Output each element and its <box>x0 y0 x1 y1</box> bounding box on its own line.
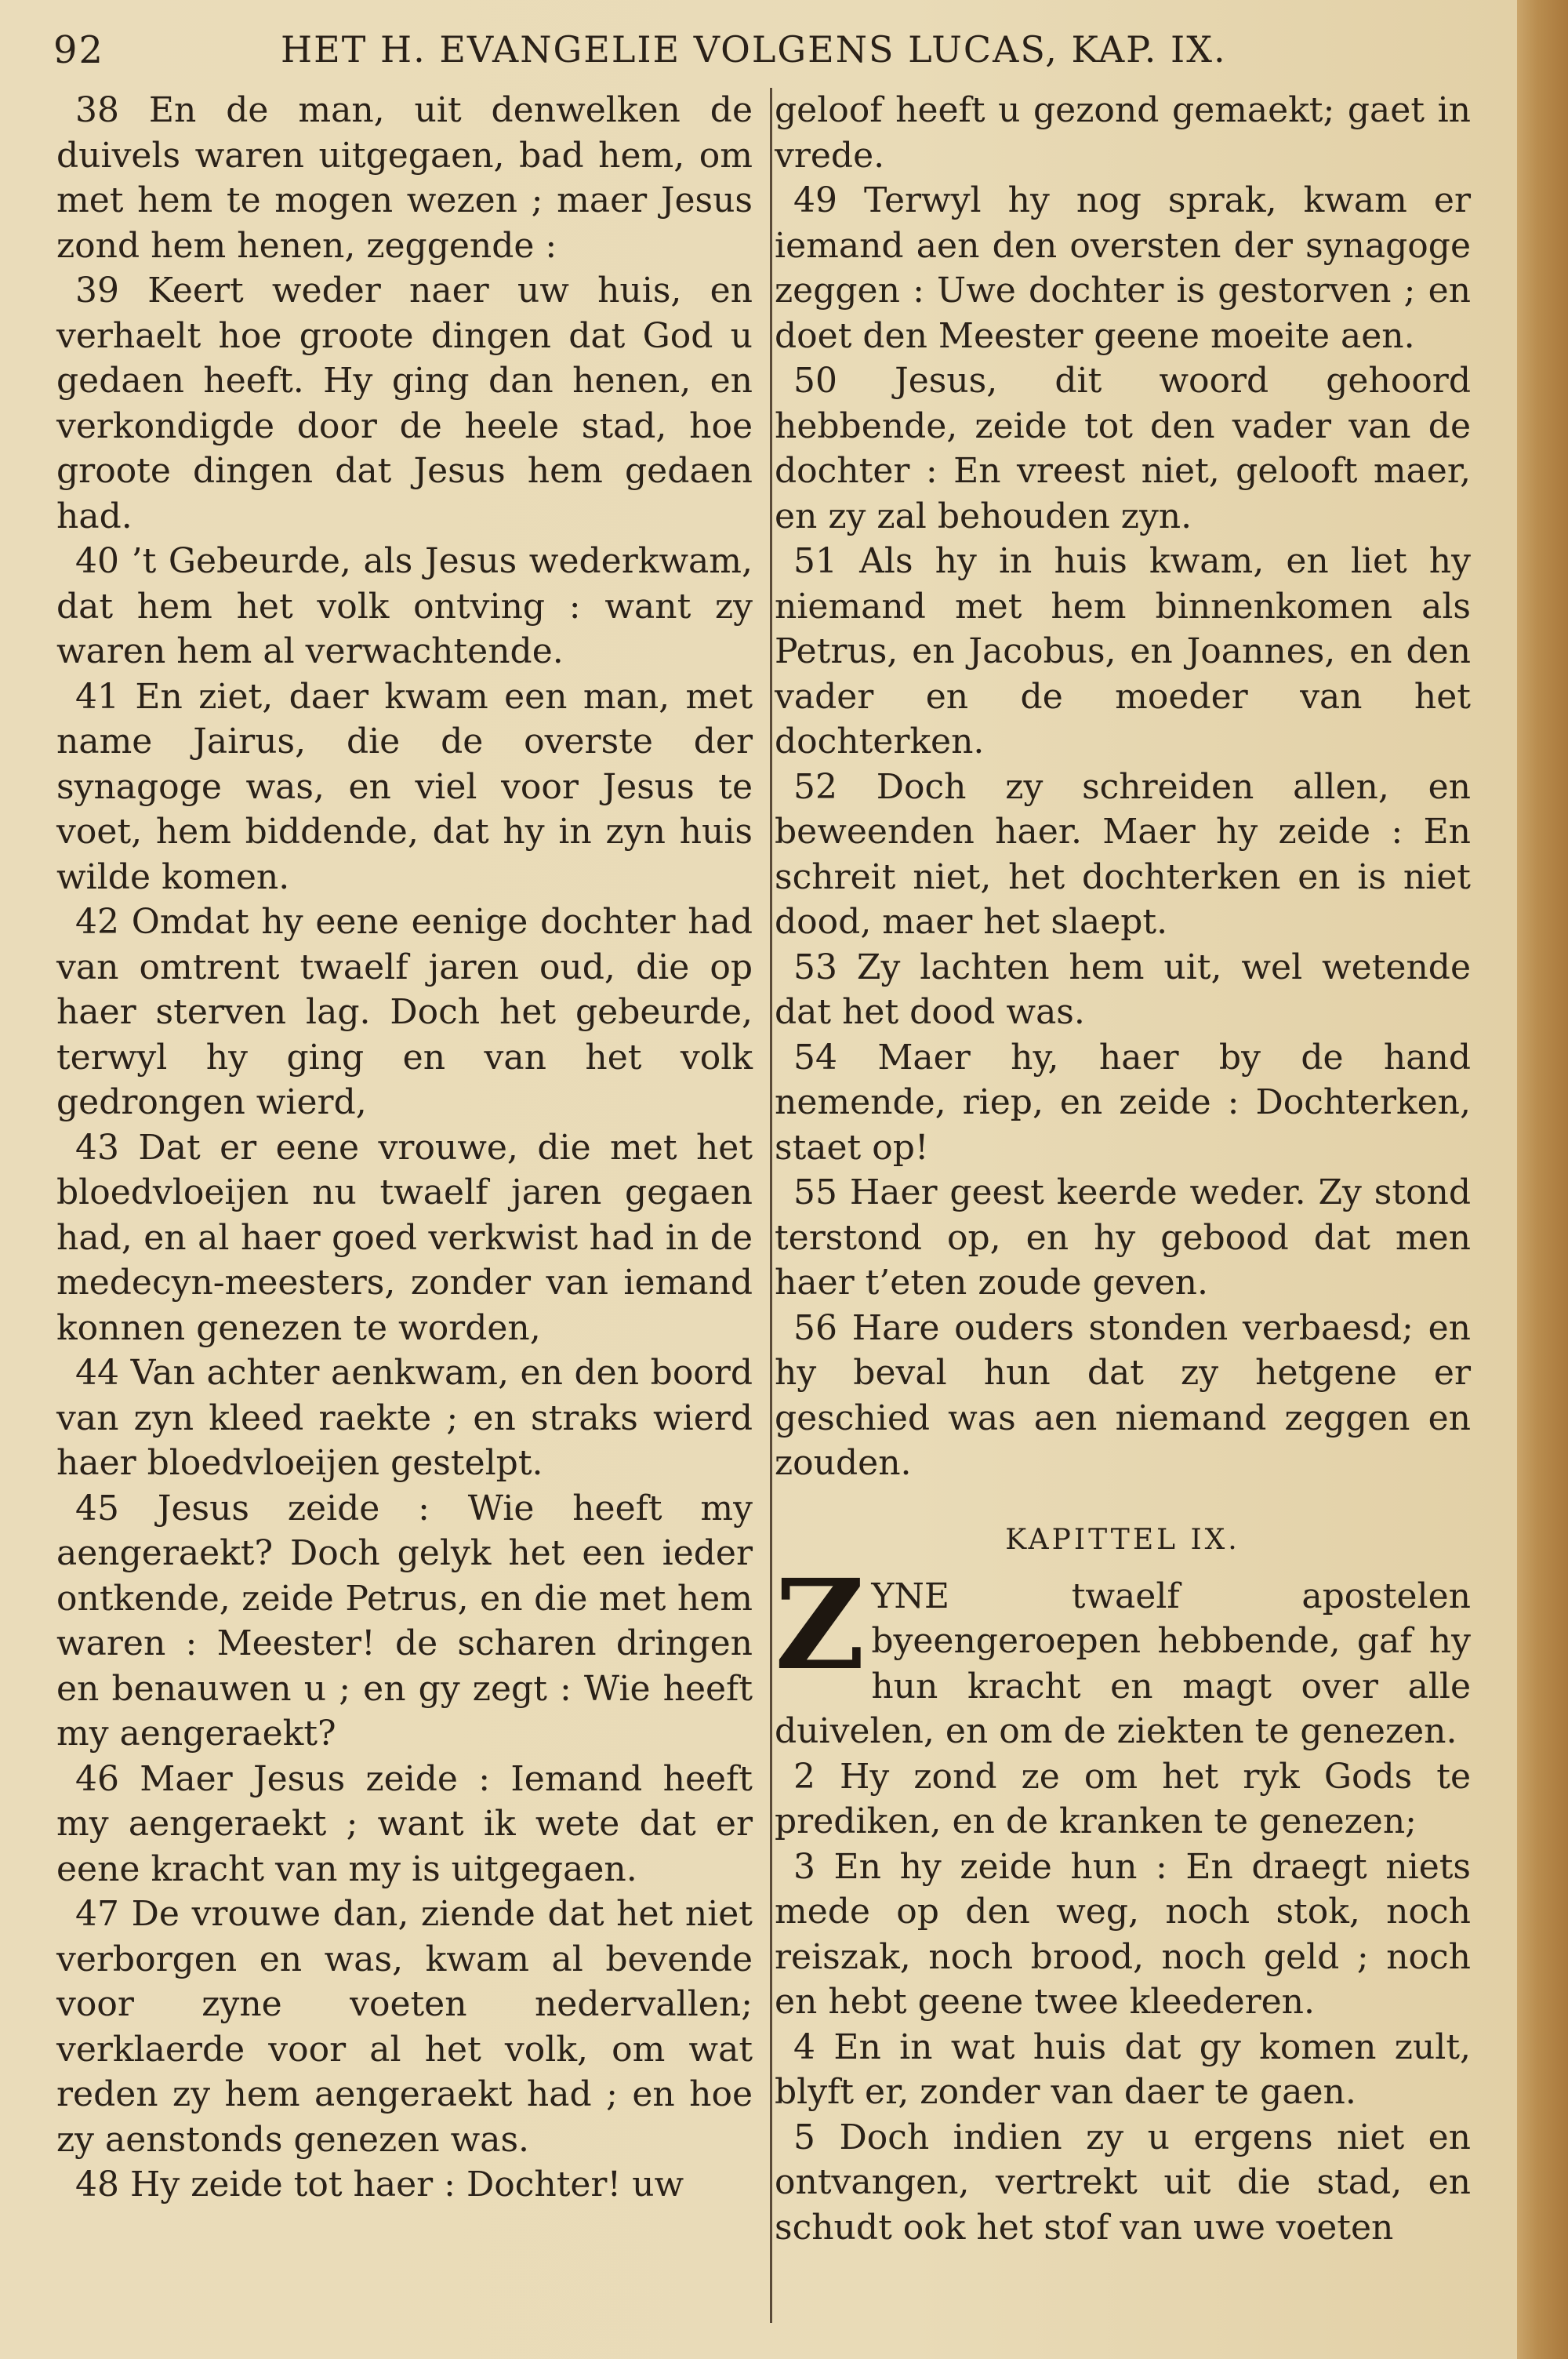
drop-cap: Z <box>775 1552 866 1698</box>
verse-continuation: geloof heeft u gezond gemaekt; gaet in vrede. <box>775 90 1471 176</box>
verse: 45 Jesus zeide : Wie heeft my aengeraekt? Doch gelyk het een ieder ontkende, zeide Petrus, en die met hem waren : Meester! de scharen dringen en benauwen u ; en gy zegt : Wie heeft my aengeraekt? <box>56 1488 753 1754</box>
verse: 4 En in wat huis dat gy komen zult, blyft er, zonder van daer te gaen. <box>775 2026 1471 2112</box>
verse: 3 En hy zeide hun : En draegt niets mede op den weg, noch stok, noch reiszak, noch brood, noch geld ; noch en hebt geene twee kleederen. <box>775 1846 1471 2022</box>
verse: 47 De vrouwe dan, ziende dat het niet verborgen en was, kwam al bevende voor zyne voeten nedervallen; verklaerde voor al het volk, om wat reden zy hem aengeraekt had ; en hoe zy aenstonds genezen was. <box>56 1894 753 2160</box>
verse: 41 En ziet, daer kwam een man, met name Jairus, die de overste der synagoge was, en viel voor Jesus te voet, hem biddende, dat hy in zyn huis wilde komen. <box>56 676 753 897</box>
verse: 49 Terwyl hy nog sprak, kwam er iemand aen den oversten der synagoge zeggen : Uwe dochter is gestorven ; en doet den Meester geene moeite aen. <box>775 180 1471 356</box>
verse: 43 Dat er eene vrouwe, die met het bloedvloeijen nu twaelf jaren gegaen had, en al haer goed verkwist had in de medecyn-meesters, zonder van iemand konnen genezen te worden, <box>56 1127 753 1348</box>
verse: 44 Van achter aenkwam, en den boord van zyn kleed raekte ; en straks wierd haer bloedvloeijen gestelpt. <box>56 1353 753 1483</box>
chapter-heading: KAPITTEL IX. <box>1005 1523 1240 1556</box>
verse: 2 Hy zond ze om het ryk Gods te prediken, en de kranken te genezen; <box>775 1756 1471 1841</box>
verse: 54 Maer hy, haer by de hand nemende, riep, en zeide : Dochterken, staet op! <box>775 1037 1471 1168</box>
column-divider <box>770 88 772 2323</box>
verse: 38 En de man, uit denwelken de duivels waren uitgegaen, bad hem, om met hem te mogen wezen ; maer Jesus zond hem henen, zeggende : <box>56 90 753 266</box>
verse: 48 Hy zeide tot haer : Dochter! uw <box>75 2165 684 2205</box>
verse: 50 Jesus, dit woord gehoord hebbende, zeide tot den vader van de dochter : En vreest niet, gelooft maer, en zy zal behouden zyn. <box>775 361 1471 536</box>
verse: 51 Als hy in huis kwam, en liet hy niemand met hem binnenkomen als Petrus, en Jacobus, en Joannes, en den vader en de moeder van het dochterken. <box>775 541 1471 761</box>
right-column <box>775 88 1471 2250</box>
left-column <box>56 88 753 2208</box>
page-number: 92 <box>53 28 105 72</box>
verse: 46 Maer Jesus zeide : Iemand heeft my aengeraekt ; want ik wete dat er eene kracht van my is uitgegaen. <box>56 1758 753 1889</box>
verse: 55 Haer geest keerde weder. Zy stond terstond op, en hy gebood dat men haer t’eten zoude geven. <box>775 1172 1471 1303</box>
page-header <box>53 24 1480 78</box>
verse: 39 Keert weder naer uw huis, en verhaelt hoe groote dingen dat God u gedaen heeft. Hy ging dan henen, en verkondigde door de heele stad, hoe groote dingen dat Jesus hem gedaen had. <box>56 271 753 536</box>
page-edge-next-leaf <box>1517 0 1568 2359</box>
verse: 40 ’t Gebeurde, als Jesus wederkwam, dat hem het volk ontving : want zy waren hem al verwachtende. <box>56 541 753 671</box>
verse: 5 Doch indien zy u ergens niet en ontvangen, vertrekt uit die stad, en schudt ook het stof van uwe voeten <box>775 2117 1471 2248</box>
verse: 42 Omdat hy eene eenige dochter had van omtrent twaelf jaren oud, die op haer sterven lag. Doch het gebeurde, terwyl hy ging en van het volk gedrongen wierd, <box>56 902 753 1122</box>
verse: 56 Hare ouders stonden verbaesd; en hy beval hun dat zy hetgene er geschied was aen niemand zeggen en zouden. <box>775 1307 1471 1483</box>
chapter-opening-text: YNE twaelf apostelen byeengeroepen hebbende, gaf hy hun kracht en magt over alle duivelen, en om de ziekten te genezen. <box>775 1576 1471 1751</box>
chapter-opening <box>775 1552 1471 1754</box>
verse: 53 Zy lachten hem uit, wel wetende dat het dood was. <box>775 947 1471 1032</box>
running-title: HET H. EVANGELIE VOLGENS LUCAS, KAP. IX. <box>281 28 1227 71</box>
verse: 52 Doch zy schreiden allen, en beweenden haer. Maer hy zeide : En schreit niet, het dochterken en is niet dood, maer het slaept. <box>775 766 1471 942</box>
